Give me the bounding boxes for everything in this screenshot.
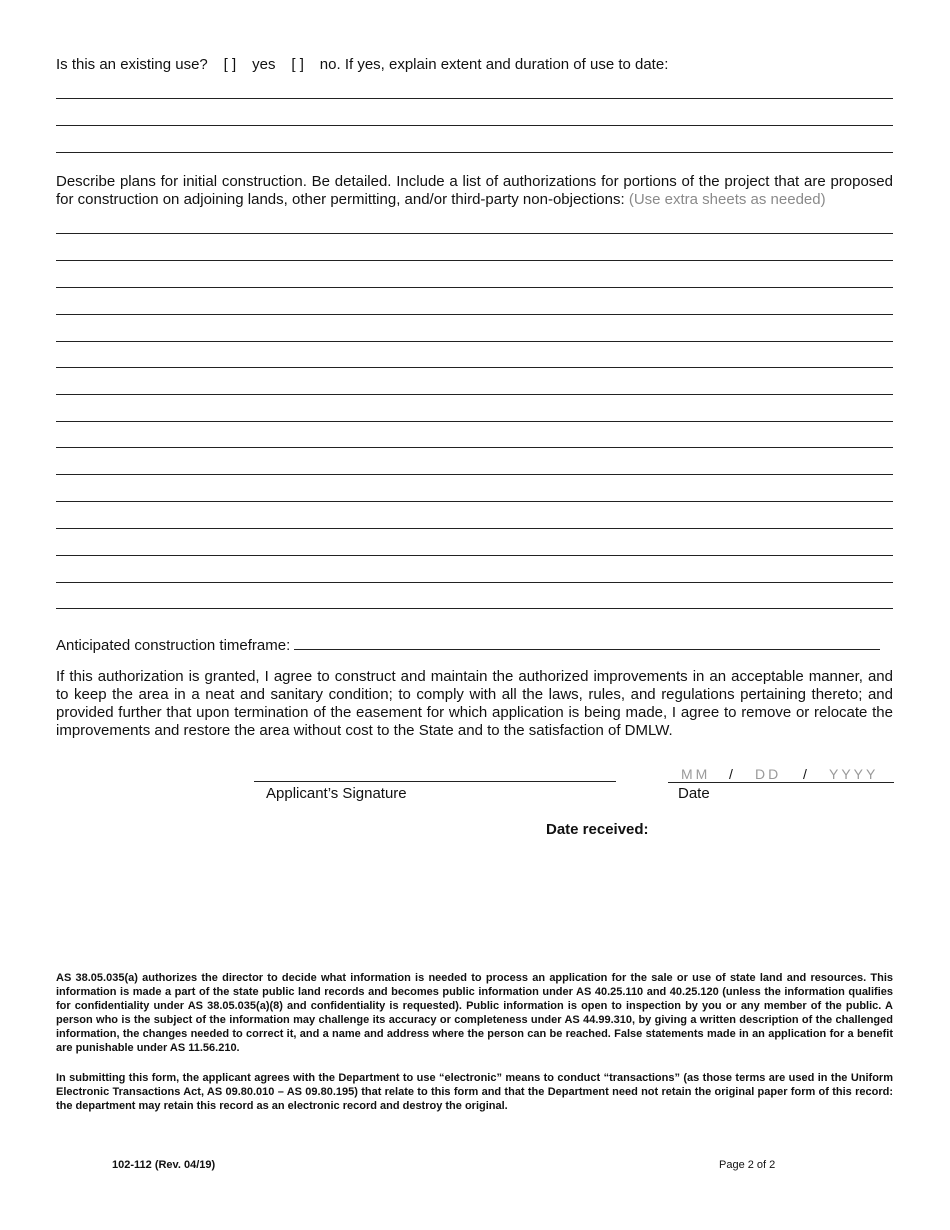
yes-label: yes	[252, 56, 276, 73]
construction-plans-text: Describe plans for initial construction. Be detailed. Include a list of authorizations for portions of the project that are proposed for construction on adjoining lands, other permitting, and/or third-party non-objections:	[56, 173, 893, 208]
timeframe-label: Anticipated construction timeframe:	[56, 637, 291, 654]
construction-plans-line[interactable]	[56, 287, 893, 288]
construction-plans-line[interactable]	[56, 555, 893, 556]
signature-label: Applicant’s Signature	[266, 785, 407, 802]
construction-plans-line[interactable]	[56, 314, 893, 315]
electronic-transactions-notice: In submitting this form, the applicant agrees with the Department to use “electronic” means to conduct “transactions” (as those terms are used in the Uniform Electronic Transactions Act, AS 09.80.010 – AS 09.80.195) that relate to this form and that the Department need not retain the original paper form of this record: the department may retain this record as an electronic record and destroy the original.	[56, 1072, 893, 1112]
timeframe-row	[56, 635, 880, 655]
construction-plans-line[interactable]	[56, 447, 893, 448]
signature-line[interactable]	[254, 781, 616, 782]
date-separator: /	[729, 766, 733, 782]
construction-plans-line[interactable]	[56, 608, 893, 609]
extra-sheets-hint: (Use extra sheets as needed)	[628, 191, 826, 208]
yes-checkbox[interactable]: [ ]	[223, 56, 237, 73]
form-number: 102-112 (Rev. 04/19)	[112, 1159, 216, 1171]
agreement-text: If this authorization is granted, I agree to construct and maintain the authorized improvements in an acceptable manner, and to keep the area in a neat and sanitary condition; to comply with all the laws, rules, and regulations pertaining thereto; and provided further that upon termination of the easement for which application is being made, I agree to remove or relocate the improvements and restore the area without cost to the State and to the satisfaction of DMLW.	[56, 668, 893, 739]
date-label: Date	[678, 785, 710, 802]
construction-plans-line[interactable]	[56, 528, 893, 529]
timeframe-input[interactable]	[294, 635, 880, 650]
construction-plans-line[interactable]	[56, 582, 893, 583]
day-placeholder: DD	[755, 766, 782, 782]
month-placeholder: MM	[681, 766, 711, 782]
construction-plans-line[interactable]	[56, 421, 893, 422]
date-separator: /	[803, 766, 807, 782]
construction-plans-line[interactable]	[56, 501, 893, 502]
date-field[interactable]	[668, 766, 894, 783]
existing-use-line[interactable]	[56, 125, 893, 126]
construction-plans-line[interactable]	[56, 341, 893, 342]
page-number: Page 2 of 2	[719, 1159, 776, 1171]
construction-plans-line[interactable]	[56, 367, 893, 368]
no-label: no. If yes, explain extent and duration of use to date:	[319, 56, 669, 73]
construction-plans-line[interactable]	[56, 260, 893, 261]
existing-use-label: Is this an existing use?	[56, 56, 208, 73]
construction-plans-line[interactable]	[56, 474, 893, 475]
existing-use-line[interactable]	[56, 98, 893, 99]
date-received-label: Date received:	[546, 821, 649, 838]
existing-use-line[interactable]	[56, 152, 893, 153]
construction-plans-line[interactable]	[56, 233, 893, 234]
year-placeholder: YYYY	[829, 766, 879, 782]
no-checkbox[interactable]: [ ]	[291, 56, 304, 73]
existing-use-question	[56, 56, 668, 74]
construction-plans-prompt	[56, 173, 893, 209]
construction-plans-line[interactable]	[56, 394, 893, 395]
privacy-notice: AS 38.05.035(a) authorizes the director to decide what information is needed to process an application for the sale or use of state land and resources. This information is made a part of the state public land records and becomes public information under AS 40.25.110 and 40.25.120 (unless the information qualifies for confidentiality under AS 38.05.035(a)(8) and confidentiality is requested). Public information is open to inspection by you or any member of the public. A person who is the subject of the information may challenge its accuracy or completeness under AS 44.99.310, by giving a written description of the challenged information, the changes needed to correct it, and a name and address where the person can be reached. False statements made in an application for a benefit are punishable under AS 11.56.210.	[56, 972, 893, 1054]
